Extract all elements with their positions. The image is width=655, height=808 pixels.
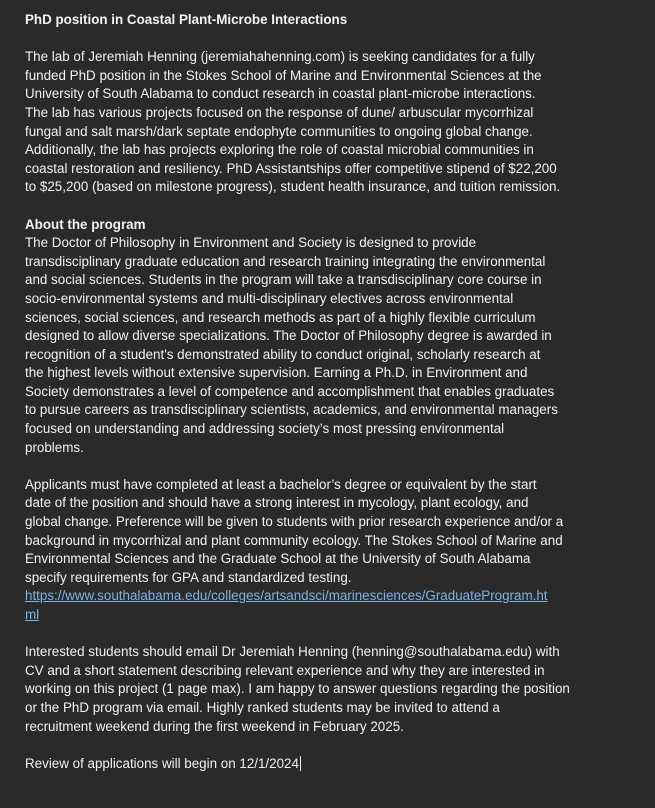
text-line: recruitment weekend during the first weekend in February 2025.	[25, 718, 404, 734]
program-link[interactable]: https://www.southalabama.edu/colleges/artsandsci/marinesciences/GraduateProgram.ht	[25, 588, 548, 604]
text-line: coastal restoration and resiliency. PhD Assistantships offer competitive stipend of $22,200	[25, 160, 557, 176]
blank-line	[25, 30, 633, 49]
text-line: background in mycorrhizal and plant community ecology. The Stokes School of Marine and	[25, 532, 563, 548]
review-text: Review of applications will begin on 12/1/2024	[25, 755, 299, 771]
program-link-continued[interactable]: ml	[25, 607, 40, 622]
blank-line	[25, 625, 633, 644]
text-line: and social sciences. Students in the program will take a transdisciplinary core course in	[25, 272, 542, 288]
text-line: or the PhD program via email. Highly ranked students may be invited to attend a	[25, 699, 500, 715]
intro-paragraph	[25, 48, 633, 197]
text-cursor	[300, 756, 301, 771]
blank-line	[25, 457, 633, 476]
text-line: Additionally, the lab has projects exploring the role of coastal microbial communities in	[25, 142, 534, 158]
text-line: Interested students should email Dr Jeremiah Henning (henning@southalabama.edu) with	[25, 644, 560, 660]
text-line: Environmental Sciences and the Graduate School at the University of South Alabama	[25, 551, 531, 567]
text-line: socio-environmental systems and multi-disciplinary electives across environmental	[25, 290, 514, 306]
text-line: working on this project (1 page max). I am happy to answer questions regarding the position	[25, 681, 570, 697]
blank-line	[25, 197, 633, 216]
text-line: the highest levels without extensive supervision. Earning a Ph.D. in Environment and	[25, 365, 528, 381]
text-line: problems.	[25, 439, 84, 455]
blank-line	[25, 736, 633, 755]
about-paragraph	[25, 234, 633, 457]
text-line: fungal and salt marsh/dark septate endophyte communities to ongoing global change.	[25, 123, 533, 139]
text-line: date of the position and should have a strong interest in mycology, plant ecology, and	[25, 495, 529, 511]
text-line: recognition of a student's demonstrated ability to conduct original, scholarly research at	[25, 346, 541, 362]
text-line: The Doctor of Philosophy in Environment and Society is designed to provide	[25, 235, 477, 251]
text-line: designed to allow diverse specializations. The Doctor of Philosophy degree is awarded in	[25, 328, 552, 344]
text-line: University of South Alabama to conduct research in coastal plant-microbe interactions.	[25, 86, 536, 102]
text-line: global change. Preference will be given to students with prior research experience and/or a	[25, 514, 564, 530]
text-line: focused on understanding and addressing society’s most pressing environmental	[25, 421, 505, 437]
requirements-paragraph	[25, 476, 633, 625]
text-line: Society demonstrates a level of competence and accomplishment that enables graduates	[25, 383, 555, 399]
doc-title: PhD position in Coastal Plant-Microbe Interactions	[25, 12, 348, 27]
text-line: The lab has various projects focused on the response of dune/ arbuscular mycorrhizal	[25, 104, 534, 120]
contact-paragraph	[25, 643, 633, 736]
text-line: The lab of Jeremiah Henning (jeremiahahenning.com) is seeking candidates for a fully	[25, 49, 535, 65]
about-heading: About the program	[25, 216, 146, 232]
text-line: to pursue careers as transdisciplinary scientists, academics, and environmental managers	[25, 402, 558, 418]
text-line: specify requirements for GPA and standardized testing.	[25, 569, 352, 585]
review-line	[25, 755, 633, 774]
text-line: transdisciplinary graduate education and research training integrating the environmental	[25, 253, 546, 269]
document-body[interactable]	[25, 11, 633, 773]
text-line: to $25,200 (based on milestone progress), student health insurance, and tuition remission.	[25, 179, 561, 195]
text-line: Applicants must have completed at least a bachelor’s degree or equivalent by the start	[25, 476, 537, 492]
text-line: funded PhD position in the Stokes School of Marine and Environmental Sciences at the	[25, 67, 542, 83]
text-line: sciences, social sciences, and research methods as part of a highly flexible curriculum	[25, 309, 536, 325]
text-line: CV and a short statement describing relevant experience and why they are interested in	[25, 662, 545, 678]
